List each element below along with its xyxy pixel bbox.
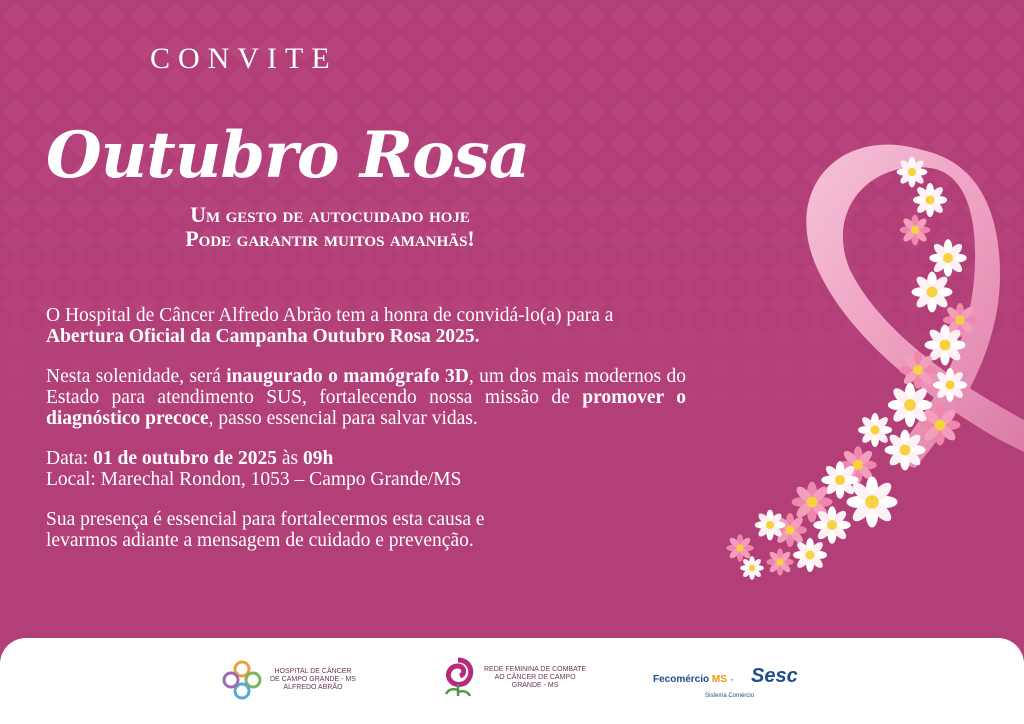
footer-logos-bar [0, 638, 1024, 724]
rede-logo-line-2: AO CÂNCER DE CAMPO [494, 674, 576, 681]
closing-paragraph [46, 509, 686, 551]
invitation-body [46, 305, 686, 570]
closing-line-2: levarmos adiante a mensagem de cuidado e prevenção. [46, 530, 474, 551]
hospital-logo-line-3: ALFREDO ABRÃO [283, 684, 343, 691]
eyebrow-convite: CONVITE [150, 42, 338, 75]
time-value: 09h [302, 448, 334, 469]
details-paragraph [46, 366, 686, 429]
rede-logo-line-1: REDE FEMININA DE COMBATE [484, 666, 587, 673]
closing-line-1: Sua presença é essencial para fortalecermos esta causa e [46, 509, 485, 530]
intro-text: O Hospital de Câncer Alfredo Abrão tem a honra de convidá-lo(a) para a [46, 305, 614, 326]
hospital-cancer-logo [222, 660, 356, 700]
separator-dot: · [730, 672, 734, 686]
subtitle-line-2: Pode garantir muitos amanhãs! [185, 226, 475, 251]
details-text-1: Nesta solenidade, será [46, 366, 221, 387]
details-bold-2: promover o diagnóstico precoce [46, 387, 686, 429]
details-text-3: , passo essencial para salvar vidas. [208, 408, 478, 429]
details-bold-1: inaugurado o mamógrafo 3D [226, 366, 469, 387]
sesc-text: Sesc [751, 665, 798, 687]
fecomercio-sesc-logo [653, 662, 803, 702]
date-location-paragraph [46, 448, 686, 490]
rede-logo-text [484, 666, 586, 690]
rose-icon [438, 656, 478, 700]
fecomercio-text [653, 674, 727, 685]
rede-feminina-logo [438, 656, 586, 700]
hospital-logo-text [270, 668, 356, 692]
date-value: 01 de outubro de 2025 [93, 448, 277, 469]
hospital-logo-line-1: HOSPITAL DE CÂNCER [274, 668, 352, 675]
details-text-2: , um dos mais modernos do Estado para atendimento SUS, fortalecendo nossa missão de [46, 366, 687, 408]
location-line: Local: Marechal Rondon, 1053 – Campo Grande/MS [46, 469, 462, 490]
sistema-comercio-text: Sistema Comércio [705, 693, 755, 699]
date-separator: às [281, 448, 299, 469]
event-name: Abertura Oficial da Campanha Outubro Rosa 2025. [46, 326, 480, 347]
pink-ribbon-illustration [700, 130, 1024, 590]
hospital-logo-line-2: DE CAMPO GRANDE - MS [270, 676, 356, 683]
subtitle [130, 203, 530, 251]
page-title: Outubro Rosa [46, 118, 530, 193]
fecomercio-ms: MS [711, 674, 727, 685]
subtitle-line-1: Um gesto de autocuidado hoje [190, 202, 470, 227]
date-label: Data: [46, 448, 89, 469]
intro-paragraph [46, 305, 686, 347]
fecomercio-name: Fecomércio [653, 674, 710, 685]
fecomercio-sesc-group [653, 662, 803, 702]
rede-logo-line-3: GRANDE - MS [511, 682, 559, 689]
hospital-emblem-icon [222, 660, 262, 700]
